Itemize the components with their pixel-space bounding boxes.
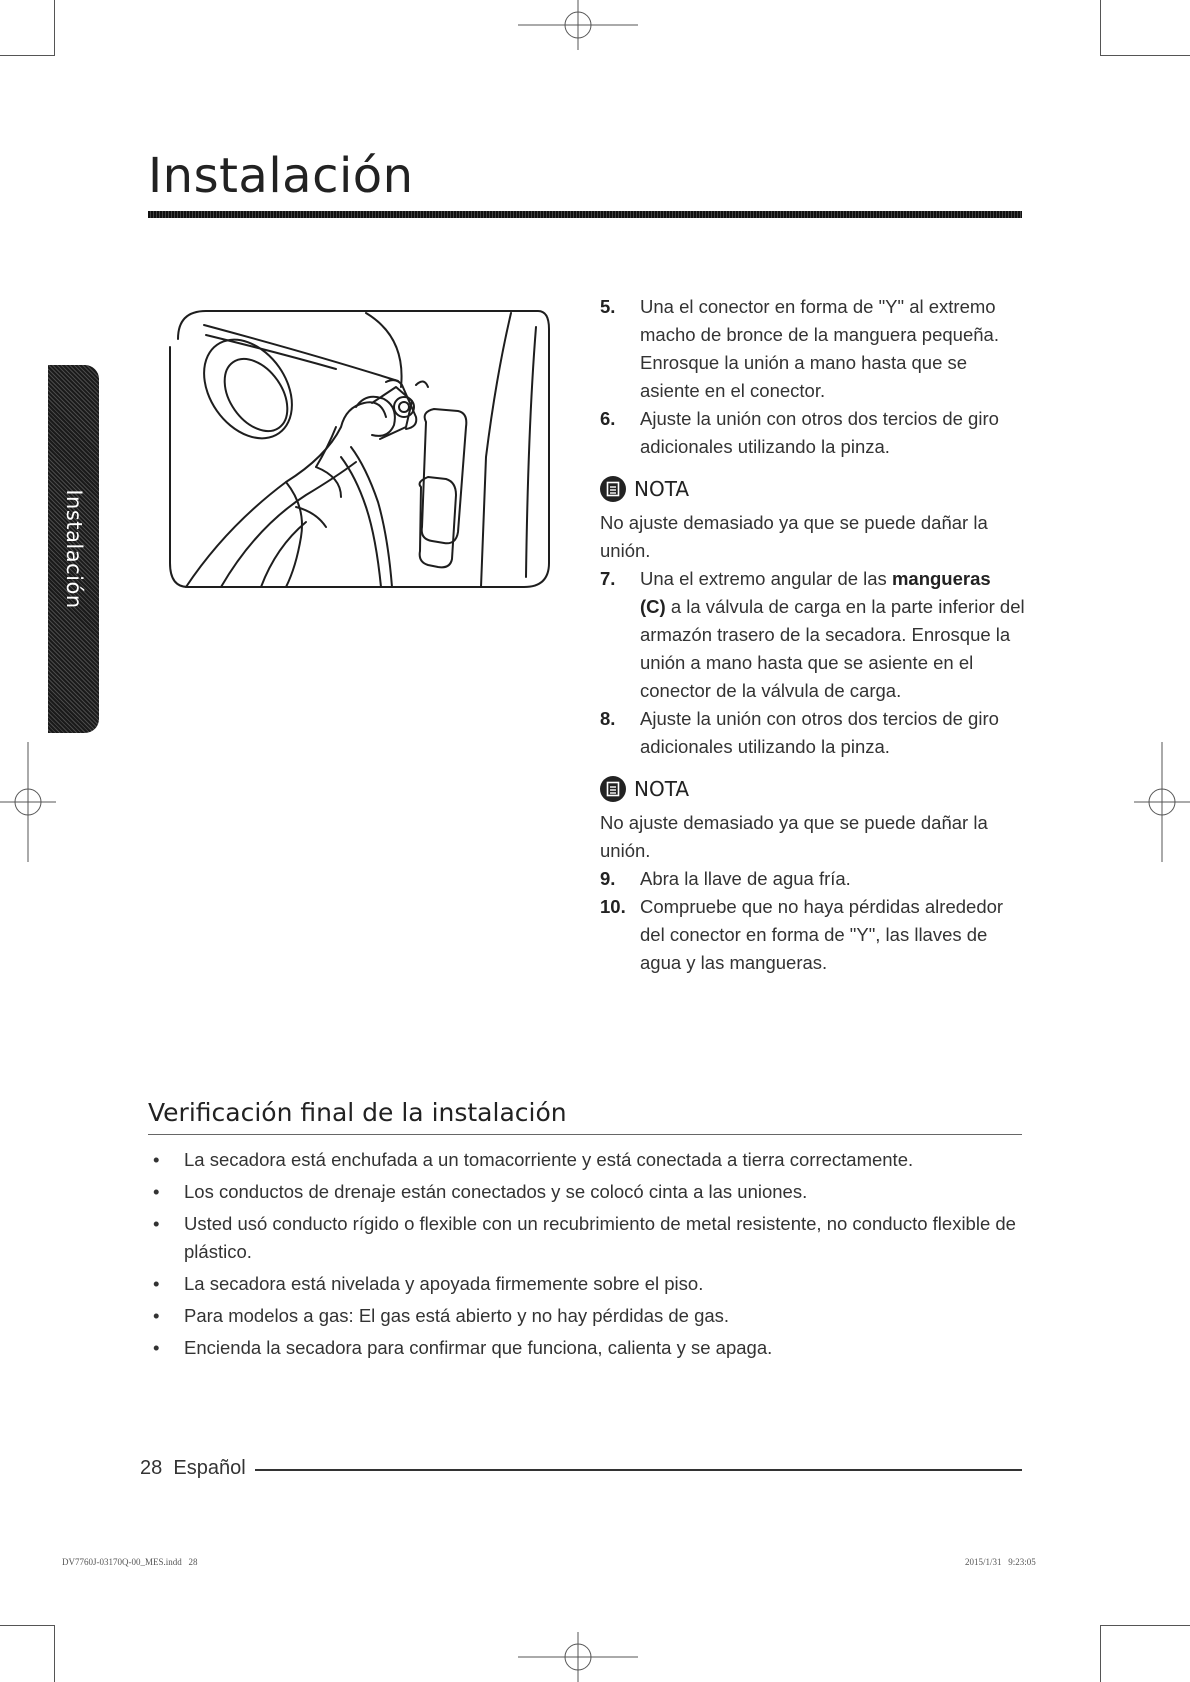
installation-steps (600, 293, 1030, 977)
step-7 (600, 565, 1030, 705)
note-text: No ajuste demasiado ya que se puede dañar la unión. (600, 812, 988, 861)
step-number: 5. (600, 296, 616, 317)
step-9 (600, 865, 1030, 893)
hose-reference: mangueras (891, 568, 991, 589)
crop-mark (1100, 0, 1101, 56)
step-number: 10. (600, 896, 626, 917)
list-item: • Usted usó conducto rígido o flexible con un recubrimiento de metal resistente, no conducto flexible de plástico. (148, 1210, 1022, 1266)
registration-mark-right (1134, 742, 1190, 862)
step-text: Enrosque la unión a mano hasta que se asiente en el conector. (640, 352, 968, 401)
step-text: Ajuste la unión con otros dos tercios de giro adicionales utilizando la pinza. (640, 408, 999, 457)
section-rule (148, 1134, 1022, 1135)
step-5 (600, 293, 1030, 405)
note-label: NOTA (634, 477, 690, 501)
step-number: 7. (600, 568, 616, 589)
step-text-part: a la válvula de carga en la parte inferior del armazón trasero de la secadora. Enrosque la unión a mano hasta que se asiente en el conector de la válvula de carga. (640, 596, 1025, 701)
note-document-icon (600, 776, 626, 802)
step-8 (600, 705, 1030, 761)
note-text: No ajuste demasiado ya que se puede dañar la unión. (600, 512, 988, 561)
step-6 (600, 405, 1030, 461)
step-number: 8. (600, 708, 616, 729)
step-number: 9. (600, 868, 616, 889)
note-heading (600, 775, 1030, 803)
note-document-icon (600, 476, 626, 502)
step-text: Ajuste la unión con otros dos tercios de giro adicionales utilizando la pinza. (640, 708, 999, 757)
page-title: Instalación (148, 148, 414, 204)
footer-rule (255, 1469, 1022, 1471)
note-label: NOTA (634, 777, 690, 801)
list-item: • Los conductos de drenaje están conectados y se colocó cinta a las uniones. (148, 1178, 1022, 1206)
list-item: • La secadora está nivelada y apoyada firmemente sobre el piso. (148, 1270, 1022, 1298)
step-text-part: Una el extremo angular de las (640, 568, 892, 589)
note-heading (600, 475, 1030, 503)
hose-label-c: (C) (640, 596, 666, 617)
crop-mark (54, 1625, 55, 1682)
print-timestamp: 2015/1/31 9:23:05 (965, 1557, 1036, 1567)
section-heading: Verificación final de la instalación (148, 1098, 567, 1127)
registration-mark-bottom (518, 1632, 638, 1682)
step-text: Abra la llave de agua fría. (640, 868, 851, 889)
crop-mark (54, 0, 55, 56)
step-text: Compruebe que no haya pérdidas alrededor del conector en forma de "Y", las llaves de agua y las mangueras. (640, 896, 1004, 973)
list-item: • Para modelos a gas: El gas está abierto y no hay pérdidas de gas. (148, 1302, 1022, 1330)
final-check-list (148, 1146, 1022, 1366)
registration-mark-top (518, 0, 638, 50)
crop-mark (0, 1625, 55, 1626)
hose-connection-illustration (166, 307, 551, 590)
list-item: • La secadora está enchufada a un tomacorriente y está conectada a tierra correctamente. (148, 1146, 1022, 1174)
step-number: 6. (600, 408, 616, 429)
step-10 (600, 893, 1030, 977)
crop-mark (1100, 55, 1190, 56)
step-text (640, 565, 1030, 705)
section-side-tab (48, 365, 99, 733)
registration-mark-left (0, 742, 56, 862)
title-rule (148, 211, 1022, 218)
page-number: 28 Español (140, 1457, 246, 1479)
crop-mark (1100, 1625, 1101, 1682)
side-tab-label: Instalación (61, 489, 86, 609)
step-text: Una el conector en forma de "Y" al extremo macho de bronce de la manguera pequeña. (640, 296, 999, 345)
crop-mark (1100, 1625, 1190, 1626)
list-item: • Encienda la secadora para confirmar que funciona, calienta y se apaga. (148, 1334, 1022, 1362)
crop-mark (0, 55, 55, 56)
print-file-info: DV7760J-03170Q-00_MES.indd 28 (62, 1557, 198, 1567)
